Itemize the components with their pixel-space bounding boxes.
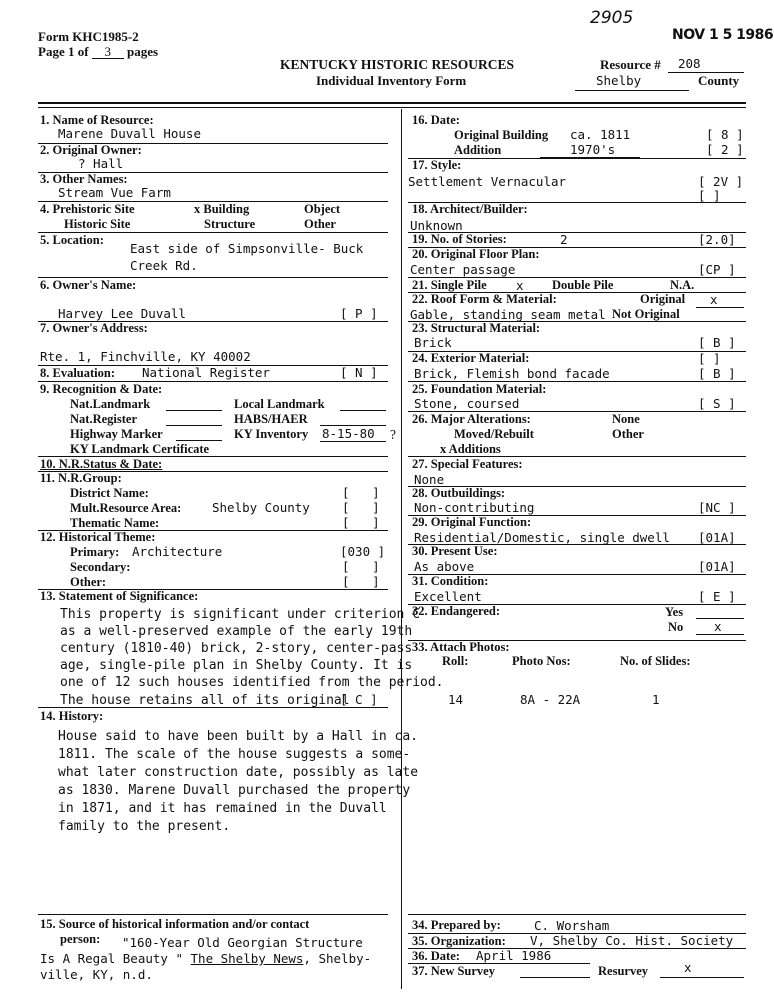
- primary-theme-code: [030 ]: [340, 544, 386, 559]
- field-35-label: 35. Organization:: [412, 934, 506, 948]
- field-33-label: 33. Attach Photos:: [412, 640, 510, 654]
- ky-inventory-date: 8-15-80: [322, 426, 375, 441]
- foundation-code: [ S ]: [698, 396, 736, 411]
- field-1-label: 1. Name of Resource:: [40, 113, 154, 127]
- original-building-label: Original Building: [454, 128, 549, 142]
- style-value: Settlement Vernacular: [408, 174, 567, 189]
- field-18-label: 18. Architect/Builder:: [412, 202, 528, 216]
- alterations-moved: Moved/Rebuilt: [454, 427, 534, 441]
- significance-line: one of 12 such houses identified from the period.: [60, 675, 444, 690]
- roof-value: Gable, standing seam metal: [410, 307, 606, 322]
- field-19-label: 19. No. of Stories:: [412, 232, 507, 246]
- page-total: 3: [92, 45, 124, 59]
- site-type-building: x Building: [194, 202, 250, 216]
- district-code: [ ]: [342, 485, 380, 500]
- original-owner: ? Hall: [78, 156, 124, 171]
- photos-nos-value: 8A - 22A: [520, 692, 581, 707]
- foundation-value: Stone, coursed: [414, 396, 520, 411]
- resurvey-label: Resurvey: [598, 964, 648, 978]
- owner-name: Harvey Lee Duvall: [58, 306, 186, 321]
- architect-value: Unknown: [410, 218, 463, 233]
- evaluation-value: National Register: [142, 365, 270, 380]
- field-30-label: 30. Present Use:: [412, 544, 498, 558]
- form-date-value: April 1986: [476, 948, 552, 963]
- field-20-label: 20. Original Floor Plan:: [412, 247, 540, 261]
- other-theme-label: Other:: [70, 575, 107, 589]
- field-3-label: 3. Other Names:: [40, 172, 128, 186]
- field-17-label: 17. Style:: [412, 158, 462, 172]
- field-21-label: 21. Single Pile: [412, 278, 487, 292]
- significance-line: century (1810-40) brick, 2-story, center-pass: [60, 641, 413, 656]
- stories-value: 2: [560, 232, 568, 247]
- source-line-3: ville, KY, n.d.: [40, 967, 153, 982]
- significance-code: [ C ]: [340, 692, 378, 707]
- resurvey-mark: x: [684, 960, 692, 975]
- field-34-label: 34. Prepared by:: [412, 918, 501, 932]
- mult-resource-code: [ ]: [342, 500, 380, 515]
- site-type-object: Object: [304, 202, 341, 216]
- prepared-by-value: C. Worsham: [534, 918, 610, 933]
- source-line-1: "160-Year Old Georgian Structure: [122, 935, 363, 950]
- alterations-additions: x Additions: [440, 442, 501, 456]
- field-8-label: 8. Evaluation:: [40, 366, 116, 380]
- na-label: N.A.: [670, 278, 695, 292]
- field-11-label: 11. N.R.Group:: [40, 471, 122, 485]
- other-names: Stream Vue Farm: [58, 185, 171, 200]
- field-7-label: 7. Owner's Address:: [40, 321, 148, 335]
- condition-code: [ E ]: [698, 589, 736, 604]
- habs-haer-label: HABS/HAER: [234, 412, 308, 426]
- resource-number: 208: [678, 56, 701, 71]
- county-label: County: [698, 73, 740, 88]
- secondary-theme-label: Secondary:: [70, 560, 131, 574]
- history-line: House said to have been built by a Hall in ca.: [58, 729, 419, 744]
- thematic-name-label: Thematic Name:: [70, 516, 160, 530]
- handwritten-number: 2905: [590, 8, 634, 28]
- history-line: family to the present.: [58, 819, 231, 834]
- endangered-yes: Yes: [665, 605, 684, 619]
- alterations-other: Other: [612, 427, 644, 441]
- photos-nos-label: Photo Nos:: [512, 654, 571, 668]
- other-theme-code: [ ]: [342, 574, 380, 589]
- site-type-historic: Historic Site: [64, 217, 131, 231]
- roof-original-label: Original: [640, 292, 686, 306]
- field-14-label: 14. History:: [40, 709, 104, 723]
- resource-name: Marene Duvall House: [58, 126, 201, 141]
- significance-line: as a well-preserved example of the early 19th: [60, 624, 413, 639]
- local-landmark-label: Local Landmark: [234, 397, 325, 411]
- field-6-label: 6. Owner's Name:: [40, 278, 137, 292]
- page-pre: Page 1 of: [38, 44, 89, 59]
- roof-original-mark: x: [710, 292, 718, 307]
- original-building-code: [ 8 ]: [706, 127, 744, 142]
- field-26-label: 26. Major Alterations:: [412, 412, 531, 426]
- location-line-2: Creek Rd.: [130, 258, 198, 273]
- condition-value: Excellent: [414, 589, 482, 604]
- field-12-label: 12. Historical Theme:: [40, 530, 156, 544]
- outbuildings-value: Non-contributing: [414, 500, 535, 515]
- exterior-value: Brick, Flemish bond facade: [414, 366, 610, 381]
- ky-landmark-cert-label: KY Landmark Certificate: [70, 442, 210, 456]
- field-15-person-label: person:: [60, 932, 101, 946]
- outbuildings-code: [NC ]: [698, 500, 736, 515]
- field-4-label: 4. Prehistoric Site: [40, 202, 135, 216]
- county-value: Shelby: [596, 73, 642, 88]
- field-36-label: 36. Date:: [412, 949, 460, 963]
- photos-slides-value: 1: [652, 692, 660, 707]
- style-code: [ 2V ]: [698, 174, 744, 189]
- photos-roll-label: Roll:: [442, 654, 469, 668]
- exterior-code-1: [ ]: [698, 351, 721, 366]
- form-number: Form KHC1985-2: [38, 29, 139, 44]
- original-function-value: Residential/Domestic, single dwell: [414, 530, 670, 545]
- significance-line: age, single-pile plan in Shelby County. It is: [60, 658, 413, 673]
- field-24-label: 24. Exterior Material:: [412, 351, 530, 365]
- special-features-value: None: [414, 472, 445, 487]
- organization-value: V, Shelby Co. Hist. Society: [530, 933, 734, 948]
- mult-resource-label: Mult.Resource Area:: [70, 501, 182, 515]
- field-10-label: 10. N.R.Status & Date:: [40, 457, 163, 471]
- history-line: 1811. The scale of the house suggests a some-: [58, 747, 411, 762]
- exterior-code-2: [ B ]: [698, 366, 736, 381]
- form-subtitle: Individual Inventory Form: [316, 73, 467, 88]
- nat-landmark-label: Nat.Landmark: [70, 397, 151, 411]
- location-line-1: East side of Simpsonville- Buck: [130, 241, 364, 256]
- original-function-code: [01A]: [698, 530, 736, 545]
- double-pile-label: Double Pile: [552, 278, 614, 292]
- style-code-2: [ ]: [698, 188, 721, 203]
- single-pile-mark: x: [516, 278, 524, 293]
- field-16-label: 16. Date:: [412, 113, 460, 127]
- source-line-2-suffix: , Shelby-: [303, 951, 372, 966]
- page-count: [38, 45, 158, 59]
- field-27-label: 27. Special Features:: [412, 457, 523, 471]
- floor-plan-value: Center passage: [410, 262, 516, 277]
- field-28-label: 28. Outbuildings:: [412, 486, 506, 500]
- site-type-structure: Structure: [204, 217, 256, 231]
- roof-not-original-label: Not Original: [612, 307, 680, 321]
- highway-marker-label: Highway Marker: [70, 427, 163, 441]
- site-type-other: Other: [304, 217, 336, 231]
- primary-theme-label: Primary:: [70, 545, 120, 559]
- field-29-label: 29. Original Function:: [412, 515, 532, 529]
- stories-code: [2.0]: [698, 232, 736, 247]
- history-line: in 1871, and it has remained in the Duvall: [58, 801, 387, 816]
- field-37-label: 37. New Survey: [412, 964, 495, 978]
- structural-value: Brick: [414, 335, 452, 350]
- photos-roll-value: 14: [448, 692, 464, 707]
- field-22-label: 22. Roof Form & Material:: [412, 292, 557, 306]
- secondary-theme-code: [ ]: [342, 559, 380, 574]
- page-post: pages: [127, 44, 159, 59]
- owner-address: Rte. 1, Finchville, KY 40002: [40, 349, 251, 364]
- source-line-2-prefix: Is A Regal Beauty ": [40, 951, 183, 966]
- addition-label: Addition: [454, 143, 502, 157]
- district-name-label: District Name:: [70, 486, 149, 500]
- addition-code: [ 2 ]: [706, 142, 744, 157]
- endangered-no-mark: x: [714, 619, 722, 634]
- evaluation-code: [ N ]: [340, 365, 378, 380]
- field-2-label: 2. Original Owner:: [40, 143, 142, 157]
- original-building-date: ca. 1811: [570, 127, 631, 142]
- photos-slides-label: No. of Slides:: [620, 654, 691, 668]
- primary-theme-value: Architecture: [132, 544, 223, 559]
- received-date-stamp: NOV 1 5 1986: [672, 27, 774, 43]
- resource-label: Resource #: [600, 57, 661, 72]
- owner-code: [ P ]: [340, 306, 378, 321]
- field-32-label: 32. Endangered:: [412, 604, 500, 618]
- history-line: as 1830. Marene Duvall purchased the property: [58, 783, 411, 798]
- present-use-code: [01A]: [698, 559, 736, 574]
- significance-line: This property is significant under criterion C: [60, 607, 421, 622]
- source-publication: The Shelby News: [190, 951, 304, 966]
- nat-register-label: Nat.Register: [70, 412, 137, 426]
- field-9-label: 9. Recognition & Date:: [40, 382, 163, 396]
- history-line: what later construction date, possibly as late: [58, 765, 419, 780]
- field-25-label: 25. Foundation Material:: [412, 382, 547, 396]
- field-13-label: 13. Statement of Significance:: [40, 589, 199, 603]
- ky-inventory-question: ?: [390, 427, 396, 442]
- field-5-label: 5. Location:: [40, 233, 104, 247]
- field-23-label: 23. Structural Material:: [412, 321, 541, 335]
- ky-inventory-label: KY Inventory: [234, 427, 309, 441]
- form-title: KENTUCKY HISTORIC RESOURCES: [280, 57, 515, 72]
- endangered-no: No: [668, 620, 684, 634]
- structural-code: [ B ]: [698, 335, 736, 350]
- field-31-label: 31. Condition:: [412, 574, 489, 588]
- present-use-value: As above: [414, 559, 475, 574]
- source-line-2: [40, 953, 371, 966]
- alterations-none: None: [612, 412, 640, 426]
- significance-line: The house retains all of its original: [60, 693, 350, 708]
- thematic-code: [ ]: [342, 515, 380, 530]
- addition-date: 1970's: [570, 142, 616, 157]
- mult-resource-value: Shelby County: [212, 500, 310, 515]
- floor-plan-code: [CP ]: [698, 262, 736, 277]
- field-15-label: 15. Source of historical information and/or contact: [40, 917, 310, 931]
